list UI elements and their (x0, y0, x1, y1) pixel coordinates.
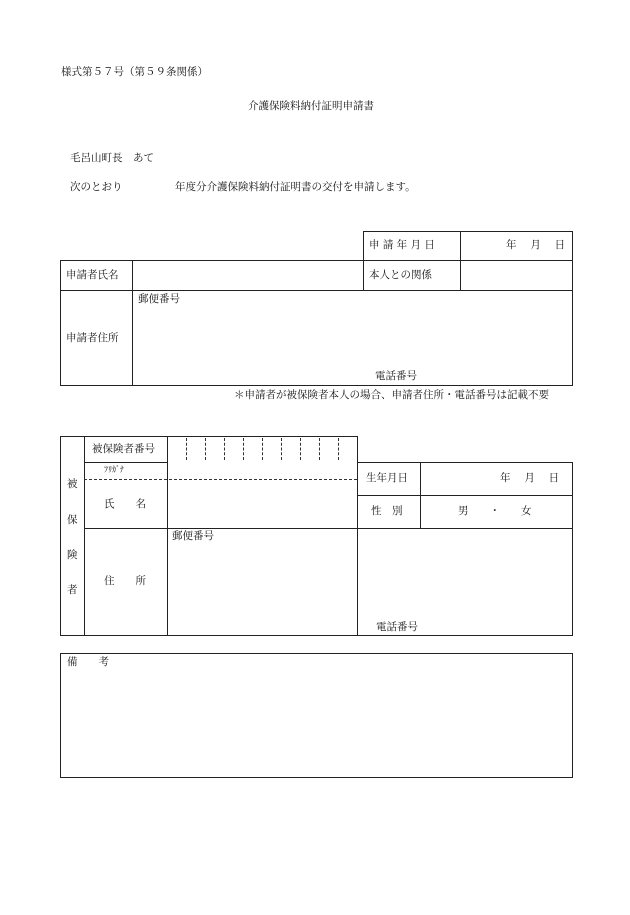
applicant-address-label: 申請者住所 (66, 332, 119, 344)
relation-label: 本人との関係 (369, 269, 432, 281)
furigana-label: ﾌﾘｶﾞﾅ (104, 465, 124, 474)
gender-label: 性 別 (371, 505, 403, 517)
applicant-postal-label: 郵便番号 (138, 293, 180, 305)
addressee: 毛呂山町長 あて (70, 152, 154, 164)
insured-side-char-2: 保 (67, 514, 78, 526)
application-date-field[interactable]: 年 月 日 (506, 239, 566, 251)
applicant-name-label: 申請者氏名 (66, 269, 119, 281)
insured-postal-label: 郵便番号 (172, 530, 214, 542)
insured-side-char-4: 者 (67, 584, 78, 596)
gender-field[interactable]: 男 ・ 女 (458, 505, 532, 517)
insured-name-field[interactable] (168, 480, 357, 527)
intro-left: 次のとおり (70, 181, 123, 193)
remarks-label: 備 考 (67, 656, 109, 668)
birth-date-field[interactable]: 年 月 日 (500, 472, 560, 484)
applicant-phone-label: 電話番号 (375, 370, 417, 382)
insured-address-label: 住 所 (104, 575, 146, 587)
applicant-note: ＊申請者が被保険者本人の場合、申請者住所・電話番号は記載不要 (234, 389, 549, 401)
applicant-address-field[interactable] (133, 306, 572, 366)
form-number: 様式第５７号（第５９条関係） (61, 66, 208, 78)
birth-date-label: 生年月日 (366, 472, 408, 484)
insured-number-field[interactable] (168, 437, 357, 461)
document-title: 介護保険料納付証明申請書 (248, 100, 374, 112)
application-date-label: 申 請 年 月 日 (369, 239, 435, 251)
intro-right: 年度分介護保険料納付証明書の交付を申請します。 (175, 181, 416, 193)
insured-number-label: 被保険者番号 (92, 443, 155, 455)
insured-side-char-3: 険 (67, 549, 78, 561)
insured-side-char-1: 被 (67, 478, 78, 490)
furigana-field[interactable] (168, 463, 357, 478)
insured-name-label: 氏 名 (104, 498, 146, 510)
insured-phone-label: 電話番号 (376, 621, 418, 633)
remarks-box[interactable] (60, 653, 573, 778)
insured-address-field[interactable] (168, 544, 572, 618)
applicant-name-field[interactable] (133, 261, 362, 289)
relation-field[interactable] (461, 261, 572, 289)
